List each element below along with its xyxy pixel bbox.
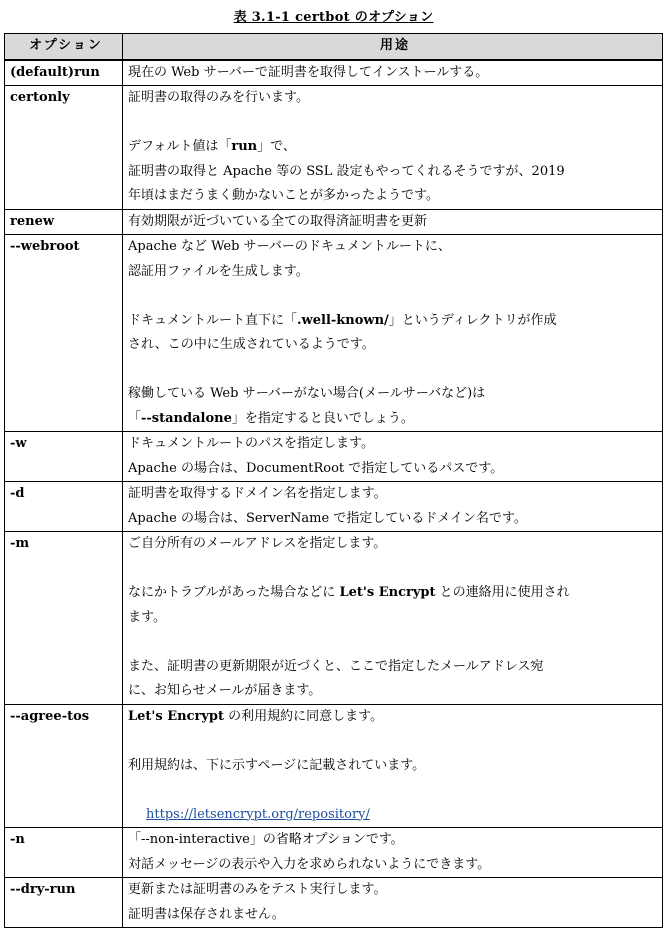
- header-usage: 用途: [123, 34, 663, 60]
- description-line: 証明書は保存されません。: [128, 906, 285, 922]
- option-name: -d: [5, 482, 123, 532]
- option-name: --webroot: [5, 235, 123, 432]
- option-description: [123, 532, 663, 705]
- description-line: 証明書の取得と Apache 等の SSL 設定もやってくれるそうですが、2019: [128, 163, 565, 179]
- description-line: 更新または証明書のみをテスト実行します。: [128, 882, 387, 897]
- blank-line: [128, 111, 662, 136]
- table-caption: 表 3.1-1 certbot のオプション: [233, 10, 434, 25]
- option-name: renew: [5, 209, 123, 235]
- description-line: なにかトラブルがあった場合などに Let's Encrypt との連絡用に使用され: [128, 585, 570, 600]
- table-header-row: [5, 34, 663, 60]
- header-option: オプション: [5, 34, 123, 60]
- table-row: [5, 828, 663, 878]
- option-name: -m: [5, 532, 123, 705]
- blank-line: [128, 778, 662, 803]
- description-line: Let's Encrypt の利用規約に同意します。: [128, 708, 384, 724]
- option-name: --dry-run: [5, 878, 123, 928]
- description-line: 有効期限が近づいている全ての取得済証明書を更新: [128, 213, 428, 229]
- description-line: 対話メッセージの表示や入力を求められないようにできます。: [128, 856, 491, 872]
- option-name: (default)run: [5, 60, 123, 86]
- description-line: 証明書を取得するドメイン名を指定します。: [128, 486, 387, 501]
- option-description: [123, 86, 663, 210]
- table-body: [5, 60, 663, 928]
- option-name: --agree-tos: [5, 704, 123, 828]
- table-row: [5, 235, 663, 432]
- description-line: Apache の場合は、DocumentRoot で指定しているパスです。: [128, 460, 504, 476]
- table-row: [5, 878, 663, 928]
- description-line: 「--standalone」を指定すると良いでしょう。: [128, 410, 414, 426]
- option-name: -n: [5, 828, 123, 878]
- description-line: 現在の Web サーバーで証明書を取得してインストールする。: [128, 64, 489, 80]
- description-line: 利用規約は、下に示すページに記載されています。: [128, 757, 426, 773]
- description-line: 年頃はまだうまく動かないことが多かったようです。: [128, 188, 439, 203]
- option-description: [123, 235, 663, 432]
- description-line: 認証用ファイルを生成します。: [128, 263, 309, 279]
- description-line: ご自分所有のメールアドレスを指定します。: [128, 536, 387, 551]
- description-line: また、証明書の更新期限が近づくと、ここで指定したメールアドレス宛: [128, 658, 544, 674]
- description-line: 証明書の取得のみを行います。: [128, 90, 309, 105]
- option-name: -w: [5, 432, 123, 482]
- table-row: [5, 482, 663, 532]
- option-description: [123, 828, 663, 878]
- blank-line: [128, 557, 662, 582]
- description-line: ドキュメントルート直下に「.well-known/」というディレクトリが作成: [128, 312, 557, 328]
- description-line: Apache など Web サーバーのドキュメントルートに、: [128, 239, 451, 254]
- table-row: [5, 60, 663, 86]
- table-row: [5, 532, 663, 705]
- blank-line: [128, 284, 662, 309]
- option-description: [123, 704, 663, 828]
- option-description: [123, 482, 663, 532]
- table-row: [5, 86, 663, 210]
- certbot-options-table: [4, 33, 663, 928]
- blank-line: [128, 358, 662, 383]
- option-name: certonly: [5, 86, 123, 210]
- option-description: [123, 432, 663, 482]
- blank-line: [128, 729, 662, 754]
- description-line: Apache の場合は、ServerName で指定しているドメイン名です。: [128, 510, 527, 526]
- option-description: [123, 209, 663, 235]
- blank-line: [128, 630, 662, 655]
- description-line: ます。: [128, 609, 166, 625]
- description-line: 稼働している Web サーバーがない場合(メールサーバなど)は: [128, 386, 486, 401]
- option-description: [123, 878, 663, 928]
- table-row: [5, 432, 663, 482]
- table-row: [5, 704, 663, 828]
- repository-link[interactable]: https://letsencrypt.org/repository/: [146, 806, 370, 822]
- option-description: [123, 60, 663, 86]
- description-line: 「--non-interactive」の省略オプションです。: [128, 832, 404, 847]
- table-row: [5, 209, 663, 235]
- description-line: に、お知らせメールが届きます。: [128, 683, 322, 698]
- description-line: ドキュメントルートのパスを指定します。: [128, 436, 374, 451]
- description-line: され、この中に生成されているようです。: [128, 337, 375, 352]
- description-line: デフォルト値は「run」で、: [128, 139, 296, 154]
